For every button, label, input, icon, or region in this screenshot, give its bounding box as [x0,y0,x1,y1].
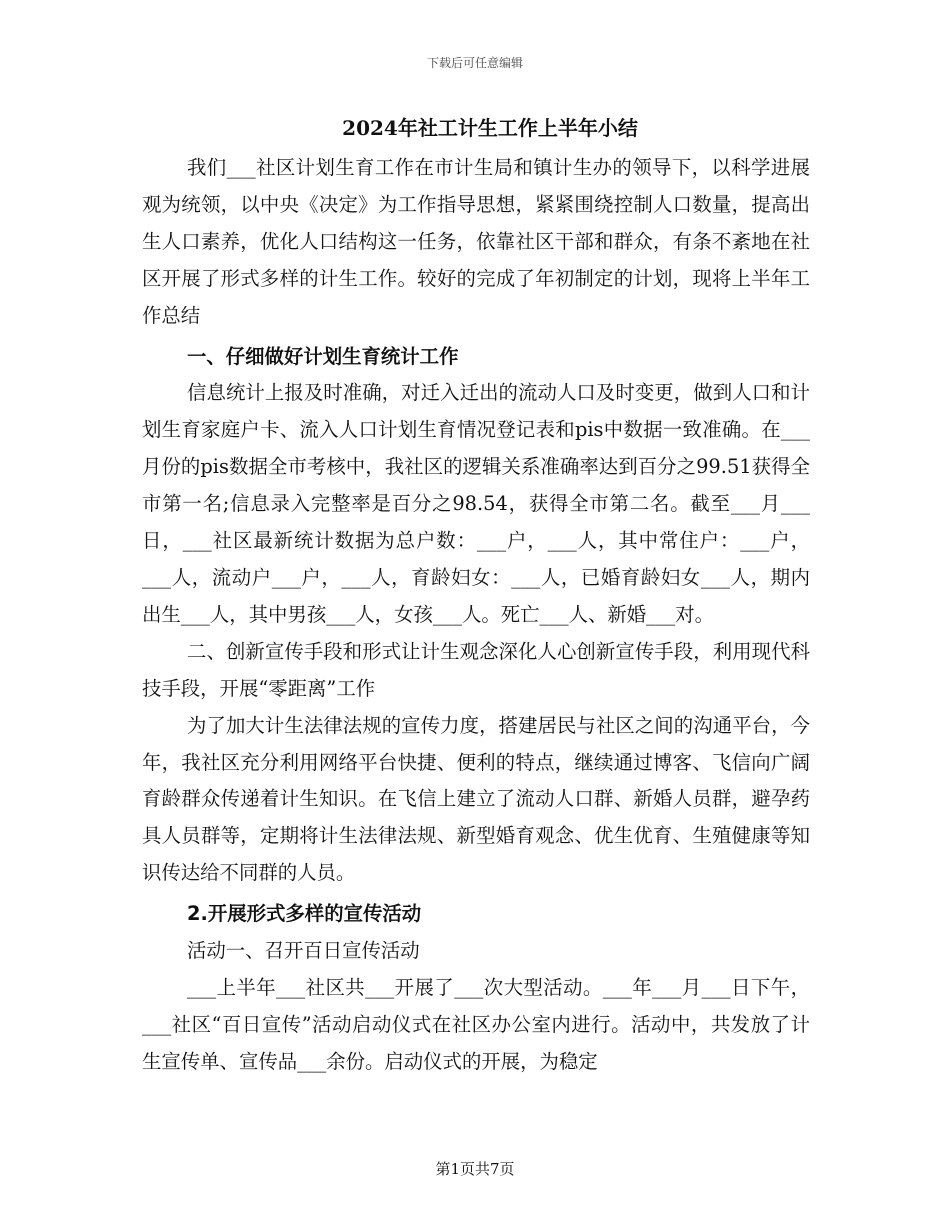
page-header: 下载后可任意编辑 [426,56,523,70]
document-body [142,150,810,1081]
paragraph-publicity: 为了加大计生法律法规的宣传力度，搭建居民与社区之间的沟通平台，今年，我社区充分利用网络平台快捷、便利的特点，继续通过博客、飞信向广阔育龄群众传递着计生知识。在飞信上建立了流动人口群、新婚人员群，避孕药具人员群等，定期将计生法律法规、新型婚育观念、优生优育、生殖健康等知识传达给不同群的人员。 [142,713,810,885]
paragraph-intro: 我们___社区计划生育工作在市计生局和镇计生办的领导下，以科学进展观为统领，以中央《决定》为工作指导思想，紧紧围绕控制人口数量，提高出生人口素养，优化人口结构这一任务，依靠社区干部和群众，有条不紊地在社区开展了形式多样的计生工作。较好的完成了年初制定的计划，现将上半年工作总结 [142,156,810,327]
section-heading-1: 一、仔细做好计划生育统计工作 [187,344,459,368]
subsection-heading-2-2: 2.开展形式多样的宣传活动 [187,902,422,926]
page-footer: 第1页共7页 [435,1160,515,1178]
section-heading-2: 二、创新宣传手段和形式让计生观念深化人心创新宣传手段，利用现代科技手段，开展“零距离”工作 [142,639,810,700]
activity-heading-1: 活动一、召开百日宣传活动 [187,939,420,963]
document-title: 2024年社工计生工作上半年小结 [342,116,638,140]
paragraph-activity: ___上半年___社区共___开展了___次大型活动。___年___月___日下午，___社区“百日宣传”活动启动仪式在社区办公室内进行。活动中，共发放了计生宣传单、宣传品___余份。启动仪式的开展，为稳定 [142,975,810,1073]
paragraph-statistics: 信息统计上报及时准确，对迁入迁出的流动人口及时变更，做到人口和计划生育家庭户卡、流入人口计划生育情况登记表和pis中数据一致准确。在___月份的pis数据全市考核中，我社区的逻辑关系准确率达到百分之99.51获得全市第一名;信息录入完整率是百分之98.54，获得全市第二名。截至___月___日，___社区最新统计数据为总户数：___户，___人，其中常住户：___户，___人，流动户___户，___人，育龄妇女：___人，已婚育龄妇女___人，期内出生___人，其中男孩___人，女孩___人。死亡___人、新婚___对。 [142,381,810,626]
